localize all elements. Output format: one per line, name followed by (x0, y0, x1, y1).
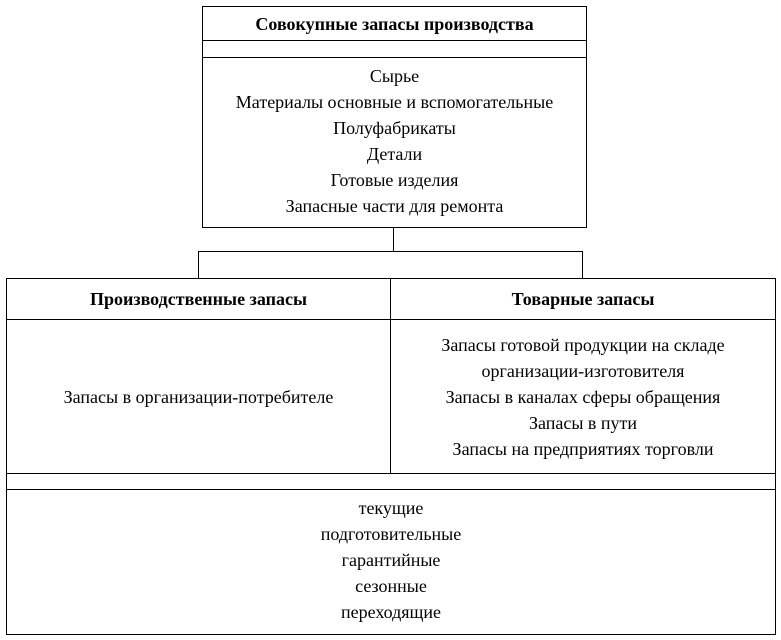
list-item: Полуфабрикаты (333, 118, 456, 138)
list-item: Запасы в пути (528, 412, 638, 433)
production-stocks-list (6, 320, 391, 473)
list-item: Материалы основные и вспомогательные (235, 92, 554, 112)
commodity-stocks-title: Товарные запасы (511, 288, 655, 309)
top-box-divider (202, 40, 587, 41)
connector (393, 228, 394, 251)
connector (198, 251, 199, 278)
section-divider (6, 473, 776, 474)
list-item: Запасы на предприятиях торговли (452, 438, 714, 459)
list-item: гарантийные (341, 550, 441, 570)
list-item: Запасы готовой продукции на складе (441, 334, 725, 355)
production-stocks-title: Производственные запасы (89, 288, 308, 309)
list-item: переходящие (340, 602, 442, 622)
top-box-list (202, 60, 587, 228)
commodity-stocks-list (390, 320, 776, 473)
list-item: организации-изготовителя (481, 360, 685, 381)
list-item: текущие (358, 498, 424, 518)
list-item: Запасы в каналах сферы обращения (445, 386, 721, 407)
list-item: Запасные части для ремонта (285, 196, 504, 216)
connector (198, 251, 583, 252)
list-item: Готовые изделия (330, 170, 459, 190)
stock-types-list (6, 490, 776, 635)
list-item: сезонные (355, 576, 427, 596)
top-box-divider (202, 57, 587, 58)
list-item: Сырье (369, 66, 420, 86)
list-item: Детали (366, 144, 423, 164)
list-item: подготовительные (320, 524, 462, 544)
connector (582, 251, 583, 278)
list-item: Запасы в организации-потребителе (63, 386, 334, 407)
top-box-title: Совокупные запасы производства (255, 13, 534, 34)
